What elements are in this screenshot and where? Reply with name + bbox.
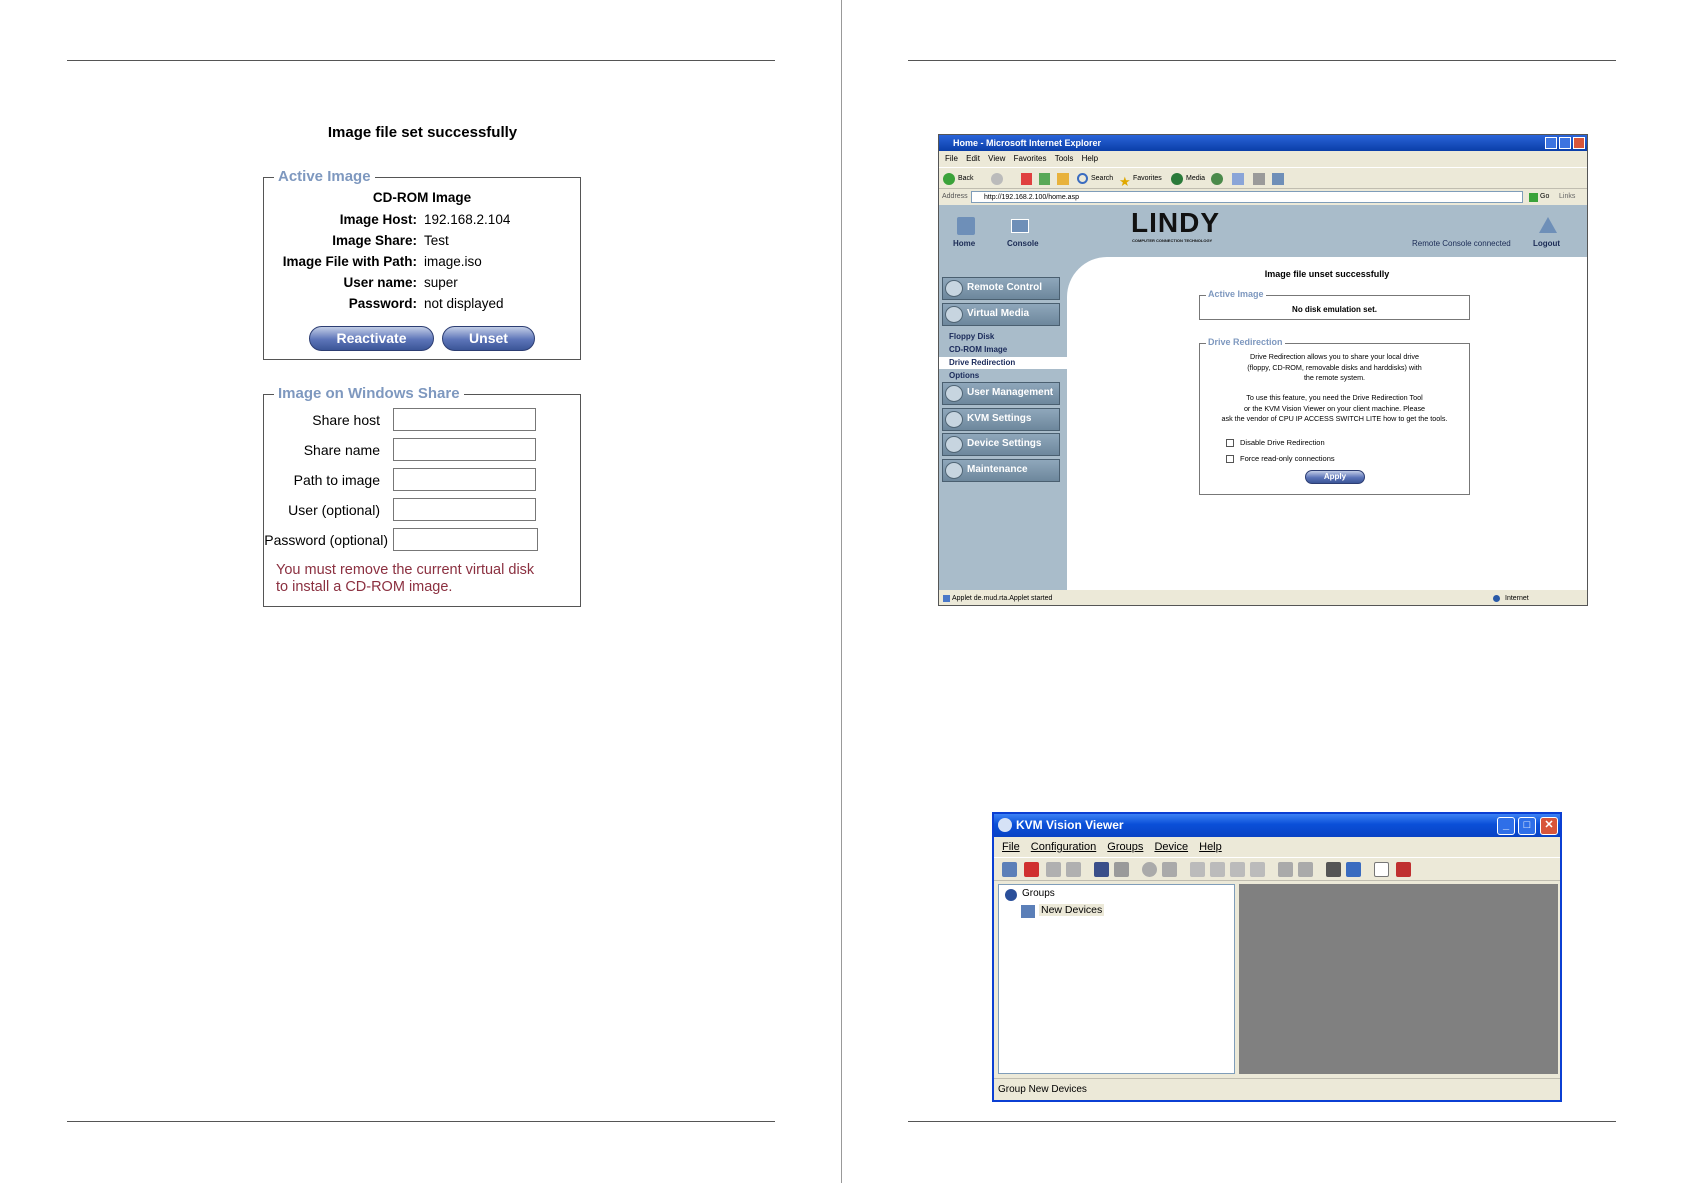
active-image-key-3: User name: — [343, 275, 417, 290]
image-type-label: CD-ROM Image — [372, 190, 472, 205]
active-image-value-1: Test — [424, 233, 449, 248]
home-nav-label[interactable]: Home — [953, 239, 976, 248]
lindy-logo: LINDY — [1131, 207, 1220, 238]
page-heading: Image file set successfully — [327, 124, 518, 141]
nav-maintenance[interactable] — [942, 459, 1060, 482]
console-icon[interactable] — [1011, 219, 1029, 233]
kvm-device-tree — [998, 884, 1235, 1074]
active-image-value-4: not displayed — [424, 296, 504, 311]
favorites-label[interactable]: Favorites — [1133, 175, 1162, 182]
lindy-logo-sub: COMPUTER CONNECTION TECHNOLOGY — [1132, 238, 1213, 243]
ie-drive-redirection-box — [1199, 337, 1470, 495]
exit-icon[interactable] — [1396, 862, 1411, 877]
nav-device-settings[interactable] — [942, 433, 1060, 456]
dr-p1-line-3: the remote system. — [1303, 373, 1366, 382]
user-label: User (optional) — [288, 502, 380, 518]
active-image-key-2: Image File with Path: — [282, 254, 417, 269]
path-input[interactable] — [393, 468, 536, 491]
active-image-fieldset — [263, 168, 581, 360]
device-settings-icon — [945, 436, 963, 453]
disable-dr-checkbox[interactable] — [1226, 439, 1234, 447]
kvm-display-area — [1239, 884, 1558, 1074]
connect-icon[interactable] — [1002, 862, 1017, 877]
unset-heading: Image file unset successfully — [1264, 269, 1390, 279]
console-label[interactable]: Console — [1007, 239, 1039, 248]
edit-icon[interactable] — [1272, 173, 1284, 185]
disconnect-icon[interactable] — [1024, 862, 1039, 877]
remote-control-icon — [945, 280, 963, 297]
active-image-value-2: image.iso — [424, 254, 482, 269]
tool-icon-8[interactable] — [1162, 862, 1177, 877]
ie-status-bar — [939, 591, 1587, 606]
ie-menu-help[interactable]: Help — [1081, 154, 1099, 163]
error-line-2: to install a CD-ROM image. — [276, 579, 453, 595]
nav-remote-control[interactable] — [942, 277, 1060, 300]
subnav-drive-redirection[interactable]: Drive Redirection — [949, 358, 1016, 367]
dr-p2-line-2: or the KVM Vision Viewer on your client machine. Please — [1243, 403, 1426, 413]
forward-icon[interactable] — [991, 173, 1003, 185]
nav-remote-control-label: Remote Control — [967, 282, 1042, 293]
tool-icon-7[interactable] — [1142, 862, 1157, 877]
tool-icon-9[interactable] — [1190, 862, 1205, 877]
left-footer-rule — [67, 1121, 775, 1122]
share-name-label: Share name — [303, 442, 380, 458]
tool-icon-13[interactable] — [1278, 862, 1293, 877]
refresh-icon[interactable] — [1039, 173, 1050, 185]
internet-icon — [1493, 595, 1500, 602]
back-label[interactable]: Back — [958, 175, 974, 182]
left-header-rule — [67, 60, 775, 61]
right-header-rule — [908, 60, 1616, 61]
force-readonly-label: Force read-only connections — [1240, 454, 1335, 463]
kvm-toolbar — [994, 857, 1560, 881]
go-icon[interactable] — [1529, 193, 1538, 202]
nav-user-management-label: User Management — [967, 387, 1054, 398]
active-image-key-0: Image Host: — [339, 212, 417, 227]
kvm-viewer-window — [992, 812, 1562, 1102]
no-disk-text: No disk emulation set. — [1292, 305, 1377, 314]
ie-close-icon[interactable] — [1573, 137, 1585, 149]
subnav-floppy[interactable]: Floppy Disk — [949, 332, 995, 341]
nav-device-settings-label: Device Settings — [967, 438, 1042, 449]
kvm-menubar — [994, 838, 1560, 856]
media-label[interactable]: Media — [1186, 175, 1206, 182]
error-line-1: You must remove the current virtual disk — [276, 562, 535, 578]
tree-child-new-devices[interactable]: New Devices — [1041, 904, 1103, 916]
tool-icon-16[interactable] — [1346, 862, 1361, 877]
address-label: Address — [942, 193, 968, 200]
search-label[interactable]: Search — [1091, 175, 1114, 182]
page-divider — [841, 0, 842, 1183]
address-input[interactable]: http://192.168.2.100/home.asp — [971, 191, 1523, 203]
unset-button[interactable]: Unset — [442, 326, 535, 351]
logout-label[interactable]: Logout — [1533, 239, 1561, 248]
kvm-maximize-icon[interactable]: □ — [1518, 817, 1536, 835]
kvm-menu-device[interactable]: Device — [1154, 841, 1189, 853]
force-readonly-checkbox[interactable] — [1226, 455, 1234, 463]
kvm-app-icon — [998, 818, 1012, 832]
ie-drive-redirection-legend: Drive Redirection — [1208, 337, 1283, 347]
kvm-title: KVM Vision Viewer — [1016, 818, 1124, 832]
dr-p1-line-2: (floppy, CD-ROM, removable disks and harddisks) with — [1247, 362, 1422, 372]
history-icon[interactable] — [1211, 173, 1223, 185]
ie-menu-file[interactable]: File — [945, 154, 958, 163]
nav-virtual-media-label: Virtual Media — [967, 308, 1030, 319]
ie-maximize-icon[interactable] — [1559, 137, 1571, 149]
share-host-input[interactable] — [393, 408, 536, 431]
ie-address-bar — [939, 190, 1587, 204]
kvm-minimize-icon[interactable]: _ — [1497, 817, 1515, 835]
dr-p2-line-1: To use this feature, you need the Drive Redirection Tool — [1246, 393, 1423, 402]
groups-icon — [1005, 889, 1017, 901]
back-icon[interactable] — [943, 173, 955, 185]
tool-icon-10[interactable] — [1210, 862, 1225, 877]
kvm-menu-help[interactable]: Help — [1199, 841, 1222, 853]
active-image-value-0: 192.168.2.104 — [424, 212, 511, 227]
favorites-icon[interactable]: ★ — [1119, 174, 1131, 189]
kvm-status-bar: Group New Devices — [994, 1078, 1560, 1100]
tool-icon-3[interactable] — [1046, 862, 1061, 877]
mail-icon[interactable] — [1232, 173, 1244, 185]
dr-paragraph-2 — [1200, 393, 1469, 425]
dr-p2-line-3: ask the vendor of CPU IP ACCESS SWITCH LITE how to get the tools. — [1221, 414, 1448, 423]
go-label[interactable]: Go — [1540, 193, 1550, 200]
home-icon[interactable] — [1057, 173, 1069, 185]
links-label[interactable]: Links — [1559, 193, 1576, 200]
virtual-media-icon — [945, 306, 963, 323]
maintenance-icon — [945, 462, 963, 479]
password-label: Password (optional) — [264, 532, 388, 548]
dr-paragraph-1 — [1200, 352, 1469, 384]
disable-dr-label: Disable Drive Redirection — [1240, 438, 1325, 447]
stop-icon[interactable] — [1021, 173, 1032, 185]
device-group-icon — [1021, 905, 1035, 918]
apply-button[interactable]: Apply — [1305, 470, 1365, 484]
ie-menu-view[interactable]: View — [988, 154, 1006, 163]
kvm-menu-groups[interactable]: Groups — [1107, 841, 1144, 853]
ie-menu-tools[interactable]: Tools — [1054, 154, 1074, 163]
user-input[interactable] — [393, 498, 536, 521]
nav-kvm-settings[interactable] — [942, 408, 1060, 431]
applet-icon — [943, 595, 950, 602]
subnav-cdrom[interactable]: CD-ROM Image — [949, 345, 1008, 354]
home-nav-icon[interactable] — [957, 217, 975, 235]
print-icon[interactable] — [1253, 173, 1265, 185]
status-right: Internet — [1505, 595, 1529, 602]
windows-share-legend: Image on Windows Share — [274, 385, 464, 402]
reactivate-button[interactable]: Reactivate — [309, 326, 434, 351]
tool-icon-6[interactable] — [1114, 862, 1129, 877]
tool-icon-12[interactable] — [1250, 862, 1265, 877]
user-management-icon — [945, 385, 963, 402]
kvm-menu-configuration[interactable]: Configuration — [1030, 841, 1097, 853]
ie-menu-edit[interactable]: Edit — [966, 154, 980, 163]
kvm-close-icon[interactable]: ✕ — [1540, 817, 1558, 835]
kvm-menu-file[interactable]: File — [1002, 841, 1020, 853]
tree-root-groups[interactable]: Groups — [1022, 888, 1055, 899]
path-label: Path to image — [293, 472, 380, 488]
windows-share-fieldset — [263, 385, 581, 607]
status-left: Applet de.mud.rta.Applet started — [952, 595, 1053, 602]
active-image-key-4: Password: — [348, 296, 417, 311]
ie-title-bar — [939, 135, 1587, 151]
kvm-settings-icon — [945, 411, 963, 428]
dr-p1-line-1: Drive Redirection allows you to share your local drive — [1250, 352, 1419, 361]
password-input[interactable] — [393, 528, 538, 551]
ie-title: Home - Microsoft Internet Explorer — [953, 138, 1102, 148]
ie-minimize-icon[interactable] — [1545, 137, 1557, 149]
active-image-legend: Active Image — [274, 168, 375, 185]
tool-icon-11[interactable] — [1230, 862, 1245, 877]
kvm-web-ui — [939, 205, 1587, 590]
active-image-value-3: super — [424, 275, 458, 290]
active-image-key-1: Image Share: — [332, 233, 417, 248]
right-footer-rule — [908, 1121, 1616, 1122]
media-icon[interactable] — [1171, 173, 1183, 185]
ie-window — [938, 134, 1588, 606]
ie-active-image-box — [1199, 289, 1470, 320]
nav-user-management[interactable] — [942, 382, 1060, 405]
ie-menubar — [939, 152, 1587, 166]
ie-menu-favorites[interactable]: Favorites — [1013, 154, 1047, 163]
monitor-icon[interactable] — [1094, 862, 1109, 877]
tool-icon-14[interactable] — [1298, 862, 1313, 877]
kvm-title-bar — [994, 814, 1560, 837]
ie-toolbar — [939, 167, 1587, 189]
nav-virtual-media[interactable] — [942, 303, 1060, 326]
console-status: Remote Console connected — [1412, 239, 1511, 248]
ie-active-image-legend: Active Image — [1208, 289, 1264, 299]
subnav-options[interactable]: Options — [949, 371, 980, 380]
logout-icon[interactable] — [1539, 217, 1557, 233]
tree-view-icon[interactable] — [1374, 862, 1389, 877]
share-name-input[interactable] — [393, 438, 536, 461]
ie-main-panel — [1067, 257, 1587, 590]
nav-kvm-settings-label: KVM Settings — [967, 413, 1032, 424]
nav-maintenance-label: Maintenance — [967, 464, 1028, 475]
search-icon[interactable] — [1077, 173, 1088, 184]
share-host-label: Share host — [312, 412, 380, 428]
tool-icon-4[interactable] — [1066, 862, 1081, 877]
properties-icon[interactable] — [1326, 862, 1341, 877]
